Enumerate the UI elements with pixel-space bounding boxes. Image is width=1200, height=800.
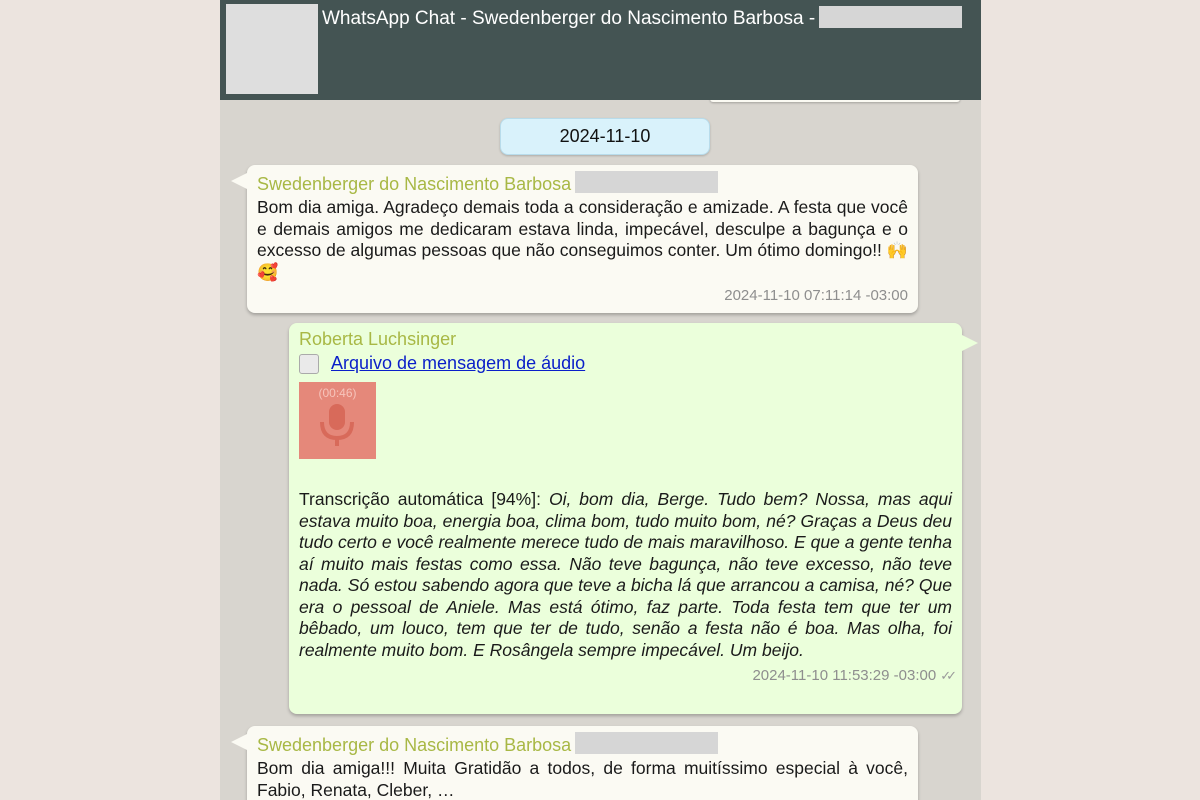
attachment-checkbox[interactable]	[299, 354, 319, 374]
avatar[interactable]	[226, 4, 318, 94]
date-separator: 2024-11-10	[500, 118, 710, 155]
microphone-icon	[314, 400, 360, 450]
message-timestamp: 2024-11-10 07:11:14 -03:00	[724, 287, 908, 304]
attachment-row	[299, 353, 952, 374]
transcript	[299, 489, 952, 661]
double-check-icon: ✓✓	[940, 668, 952, 683]
chat-title-text: WhatsApp Chat - Swedenberger do Nascimento Barbosa -	[322, 8, 816, 29]
message-bubble-incoming[interactable]	[247, 726, 918, 800]
message-timestamp	[299, 667, 952, 684]
message-text: Bom dia amiga!!! Muita Gratidão a todos, de forma muitíssimo especial à você, Fabio, Renata, Cleber, …	[257, 758, 908, 800]
emoji: 🙌🥰	[257, 241, 908, 282]
message-bubble-outgoing[interactable]	[289, 323, 962, 714]
redacted-block	[819, 6, 962, 28]
message-text	[257, 197, 908, 283]
sender-name	[257, 732, 908, 756]
audio-file-link[interactable]: Arquivo de mensagem de áudio	[331, 353, 586, 373]
audio-thumbnail[interactable]	[299, 382, 376, 459]
timestamp-text: 2024-11-10 11:53:29 -03:00	[752, 667, 937, 684]
chat-header	[220, 0, 981, 100]
chat-title	[322, 6, 962, 30]
sender-name: Roberta Luchsinger	[299, 329, 457, 349]
redacted-block	[575, 732, 718, 754]
sender-name-text: Swedenberger do Nascimento Barbosa	[257, 735, 572, 755]
audio-duration: (00:46)	[318, 386, 357, 400]
message-bubble-incoming[interactable]	[247, 165, 918, 313]
message-body: Bom dia amiga. Agradeço demais toda a consideração e amizade. A festa que você e demais amigos me dedicaram estava linda, impecável, desculpe a bagunça e o excesso de algumas pessoas que não conseguimos conter. Um ótimo domingo!!	[257, 197, 908, 260]
chat-window	[220, 0, 981, 800]
transcript-label: Transcrição automática [94%]:	[299, 489, 541, 509]
transcript-text: Oi, bom dia, Berge. Tudo bem? Nossa, mas aqui estava muito boa, energia boa, clima bom, tudo muito bom, né? Graças a Deus deu tudo certo e você realmente merece tudo de mais maravilhoso. E que a gente tenha aí muito mais festas como essa. Não teve bagunça, não teve excesso, não teve nada. Só estou sabendo agora que teve a bicha lá que arrancou a camisa, né? Que era o pessoal de Aniele. Mas está ótimo, faz parte. Toda festa tem que ter um bêbado, um louco, tem que ter de tudo, senão a festa não é boa. Mas olha, foi realmente muito bom. E Rosângela sempre impecável. Um beijo.	[299, 489, 952, 660]
sender-name-text: Swedenberger do Nascimento Barbosa	[257, 174, 572, 194]
redacted-block	[575, 171, 718, 193]
sender-name	[257, 171, 908, 195]
